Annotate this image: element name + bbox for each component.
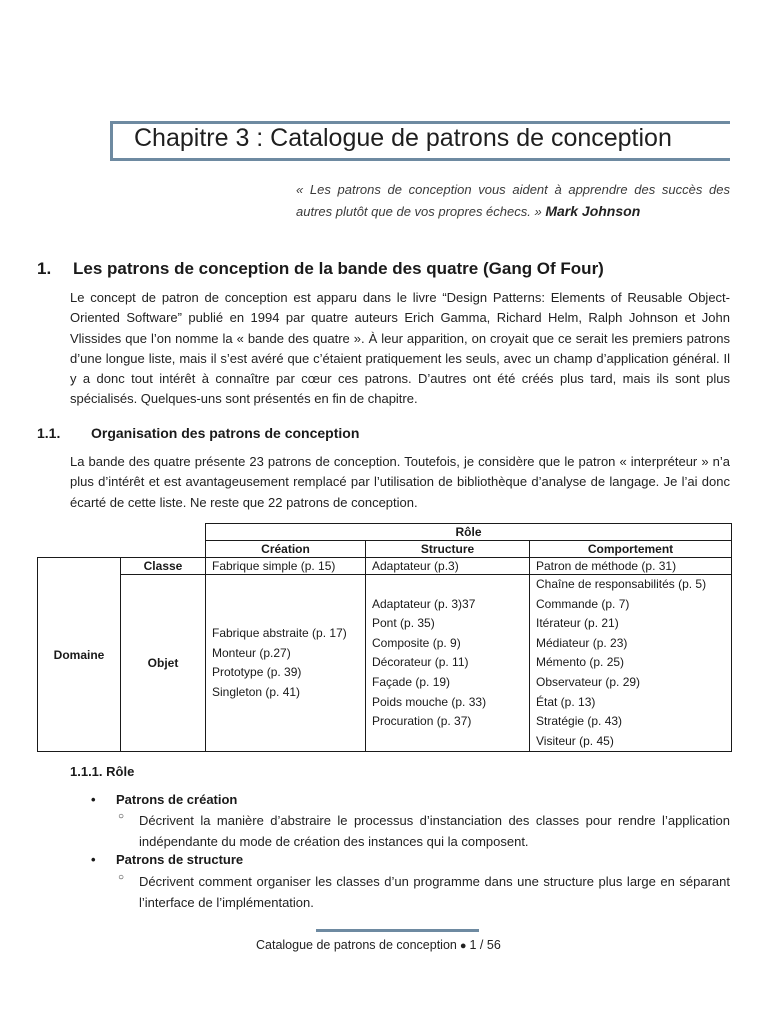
list-item: État (p. 13) xyxy=(536,694,596,709)
table-row xyxy=(38,558,732,575)
list-item xyxy=(70,811,730,853)
list-item: Stratégie (p. 43) xyxy=(536,714,623,729)
list-item xyxy=(70,872,730,914)
section-number: 1. xyxy=(37,259,52,278)
list-item: Mémento (p. 25) xyxy=(536,655,625,670)
section-title: Les patrons de conception de la bande des quatre (Gang Of Four) xyxy=(73,259,604,278)
list-item: Pont (p. 35) xyxy=(372,616,435,631)
page-number: 1 / 56 xyxy=(469,938,501,952)
bullet-icon: • xyxy=(91,792,96,807)
list-item: Procuration (p. 37) xyxy=(372,714,472,729)
bullet-icon: • xyxy=(91,852,96,867)
list-item: Singleton (p. 41) xyxy=(212,684,301,699)
subsection-number: 1.1. xyxy=(37,425,61,441)
chapter-title: Chapitre 3 : Catalogue de patrons de conception xyxy=(134,124,672,152)
footer-rule xyxy=(316,929,479,932)
table-row xyxy=(38,524,732,541)
list-item xyxy=(70,792,730,812)
object-label: Objet xyxy=(121,575,206,752)
table-row xyxy=(38,575,732,752)
list-item: Chaîne de responsabilités (p. 5) xyxy=(536,577,707,591)
list-item: Poids mouche (p. 33) xyxy=(372,694,487,709)
circle-bullet-icon: ○ xyxy=(118,872,125,883)
list-item: Composite (p. 9) xyxy=(372,635,461,650)
column-header-behavior: Comportement xyxy=(530,541,732,558)
list-item xyxy=(70,852,730,872)
list-item: Décorateur (p. 11) xyxy=(372,655,469,670)
bullet-description: Décrivent comment organiser les classes d’un programme dans une structure plus large en séparant l’interface de l’implémentation. xyxy=(139,874,730,910)
table-cell: Fabrique simple (p. 15) xyxy=(206,558,366,575)
bullet-label: Patrons de création xyxy=(116,792,238,807)
subsubsection-heading: 1.1.1. Rôle xyxy=(70,764,135,779)
bullet-description: Décrivent la manière d’abstraire le processus d’instanciation des classes pour rendre l’application indépendante du mode de création des instances qui la composent. xyxy=(139,813,730,849)
list-item: Itérateur (p. 21) xyxy=(536,616,619,631)
list-item: Médiateur (p. 23) xyxy=(536,635,628,650)
epigraph-author: Mark Johnson xyxy=(545,202,641,219)
section-heading xyxy=(37,259,604,279)
column-header-creation: Création xyxy=(206,541,366,558)
page-footer xyxy=(256,938,501,952)
list-item: Fabrique abstraite (p. 17) xyxy=(212,625,347,640)
class-label: Classe xyxy=(121,558,206,575)
table-row xyxy=(38,541,732,558)
list-item: Prototype (p. 39) xyxy=(212,665,302,680)
domain-label: Domaine xyxy=(38,558,121,752)
bullet-separator-icon: ● xyxy=(459,940,467,952)
list-item: Commande (p. 7) xyxy=(536,596,630,611)
role-header: Rôle xyxy=(206,524,732,541)
object-behavior-cell xyxy=(530,575,732,752)
subsection-heading xyxy=(37,425,359,441)
table-cell: Patron de méthode (p. 31) xyxy=(530,558,732,575)
list-item: Façade (p. 19) xyxy=(372,674,451,689)
object-creation-cell xyxy=(206,575,366,752)
bullet-label: Patrons de structure xyxy=(116,852,244,867)
object-structure-cell xyxy=(366,575,530,752)
list-item: Visiteur (p. 45) xyxy=(536,733,614,748)
list-item: Observateur (p. 29) xyxy=(536,674,641,689)
column-header-structure: Structure xyxy=(366,541,530,558)
table-cell: Adaptateur (p.3) xyxy=(366,558,530,575)
epigraph xyxy=(296,179,730,222)
subsection-title: Organisation des patrons de conception xyxy=(91,425,360,441)
epigraph-quote: « Les patrons de conception vous aident à apprendre des succès des autres plutôt que de vos propres échecs. » xyxy=(296,182,730,219)
section-paragraph: Le concept de patron de conception est apparu dans le livre “Design Patterns: Elements of Reusable Object-Oriented Software” publié en 1994 par quatre auteurs Erich Gamma, Richard Helm, Ralph Johnson et John Vlissides que l’on nomme la « bande des quatre ». À leur apparition, on croyait que ce serait les premiers patrons d’une longue liste, mais il s’est avéré que c’étaient pratiquement les seuls, avec un champ d’application général. Il y a donc tout intérêt à connaître par cœur ces patrons. D’autres ont été créés plus tard, mais ils sont plus spécialisés. Quelques-uns sont présentés en fin de chapitre. xyxy=(70,290,730,407)
circle-bullet-icon: ○ xyxy=(118,811,125,822)
footer-title: Catalogue de patrons de conception xyxy=(256,938,457,952)
subsection-paragraph: La bande des quatre présente 23 patrons de conception. Toutefois, je considère que le patron « interpréteur » n’a plus d’intérêt et est avantageusement remplacé par l’utilisation de bibliothèque d’analyse de langage. Je l’ai donc écarté de cette liste. Ne reste que 22 patrons de conception. xyxy=(70,454,730,510)
patterns-table xyxy=(37,523,732,752)
list-item: Adaptateur (p. 3)37 xyxy=(372,596,476,611)
list-item: Monteur (p.27) xyxy=(212,645,291,660)
